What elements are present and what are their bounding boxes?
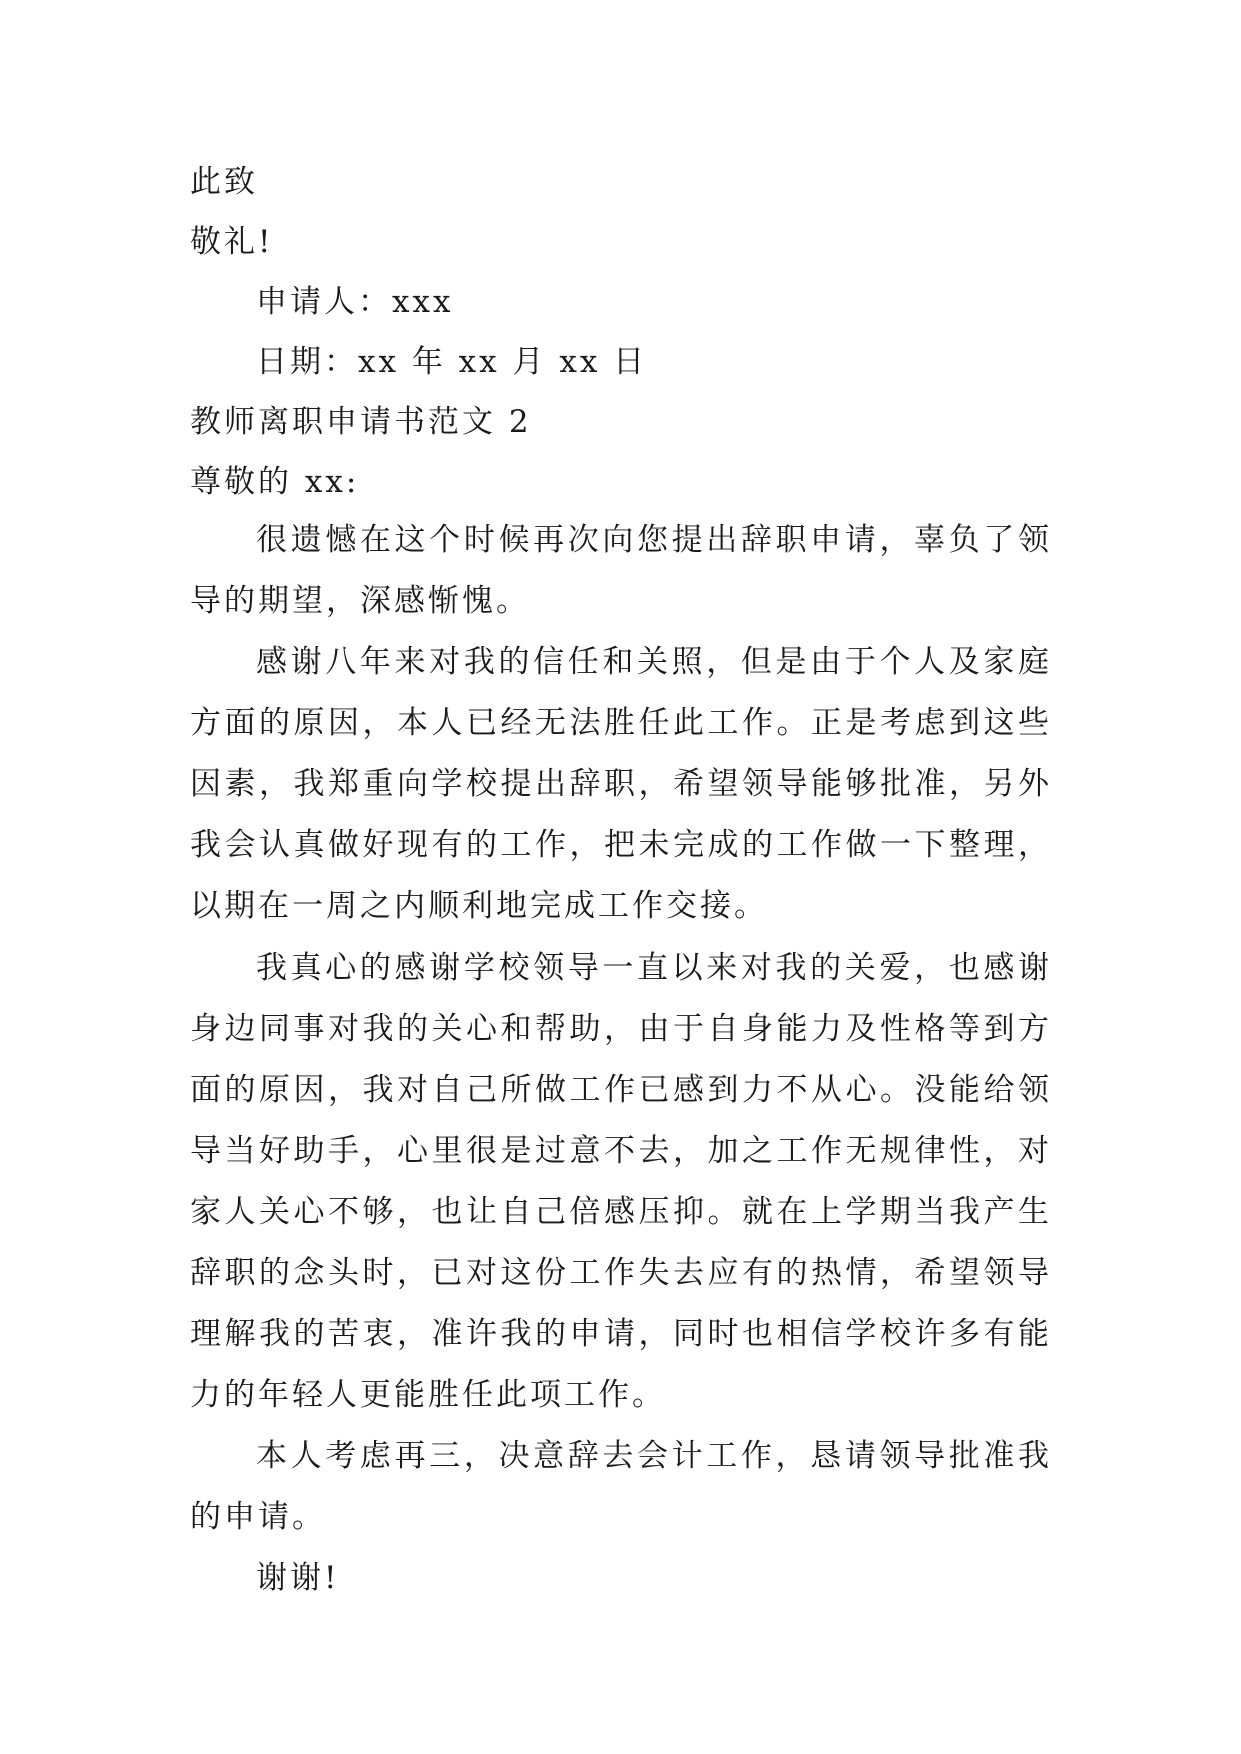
letter-title: 教师离职申请书范文 2 — [190, 404, 532, 440]
letter-greeting: 尊敬的 xx: — [190, 464, 360, 500]
paragraph-3: 我真心的感谢学校领导一直以来对我的关爱，也感谢身边同事对我的关心和帮助，由于自身能力及性格等到方面的原因，我对自己所做工作已感到力不从心。没能给领导当好助手，心里很是过意不去，加之工作无规律性，对家人关心不够，也让自己倍感压抑。就在上学期当我产生辞职的念头时，已对这份工作失去应有的热情，希望领导理解我的苦衷，准许我的申请，同时也相信学校许多有能力的年轻人更能胜任此项工作。 — [190, 950, 1052, 1413]
paragraph-5: 谢谢! — [256, 1560, 340, 1596]
applicant-line: 申请人：xxx — [256, 284, 454, 320]
date-line: 日期：xx 年 xx 月 xx 日 — [256, 344, 648, 380]
salutation: 此致 — [190, 164, 258, 200]
paragraph-2: 感谢八年来对我的信任和关照，但是由于个人及家庭方面的原因，本人已经无法胜任此工作。正是考虑到这些因素，我郑重向学校提出辞职，希望领导能够批准，另外我会认真做好现有的工作，把未完成的工作做一下整理，以期在一周之内顺利地完成工作交接。 — [190, 644, 1052, 924]
closing-block — [190, 152, 1052, 512]
paragraph-1: 很遗憾在这个时候再次向您提出辞职申请，辜负了领导的期望，深感惭愧。 — [190, 522, 1052, 619]
paragraph-4: 本人考虑再三，决意辞去会计工作，恳请领导批准我的申请。 — [190, 1438, 1052, 1535]
regards: 敬礼! — [190, 224, 274, 260]
